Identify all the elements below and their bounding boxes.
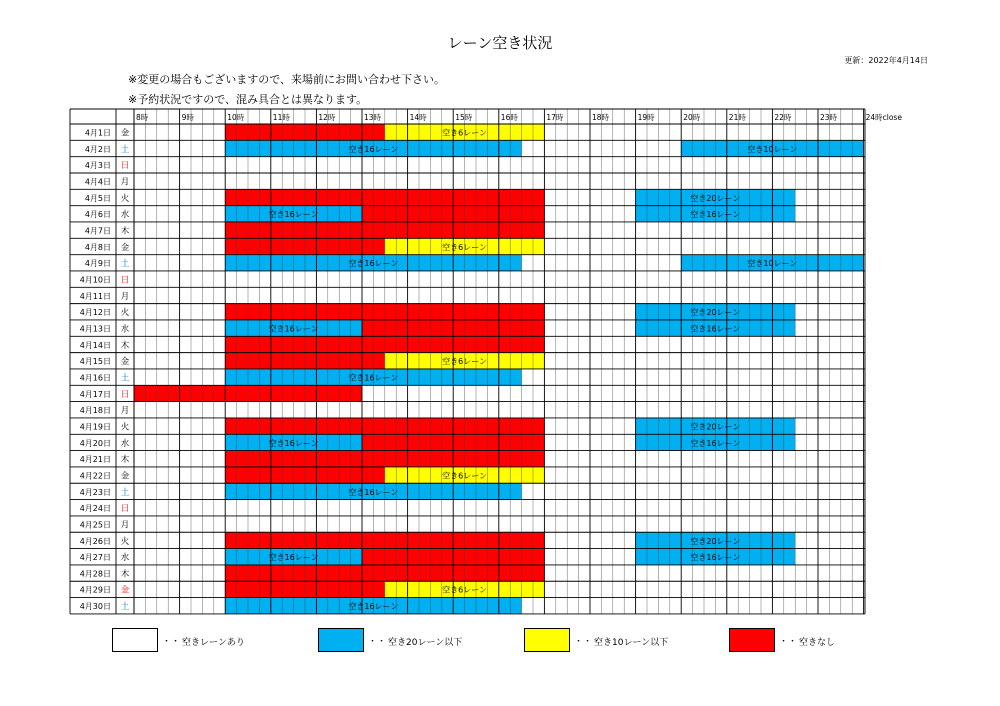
weekday-label: 土 <box>120 373 130 384</box>
date-label: 4月12日 <box>79 308 111 318</box>
weekday-label: 木 <box>120 569 130 580</box>
weekday-label: 月 <box>120 177 130 188</box>
bar-label: 空き6レーン <box>442 357 488 367</box>
weekday-label: 火 <box>120 536 130 547</box>
legend-label: 空き20レーン以下 <box>388 638 463 648</box>
bar-label: 空き16レーン <box>348 487 399 497</box>
hour-label: 8時 <box>136 113 149 122</box>
bar-label: 空き6レーン <box>442 242 488 252</box>
notice-change: ※変更の場合もございますので、来場前にお問い合わせ下さい。 <box>128 73 445 86</box>
bar-label: 空き20レーン <box>690 193 741 203</box>
weekday-label: 金 <box>120 585 130 596</box>
legend-dots: ・・・ <box>368 637 396 647</box>
date-label: 4月8日 <box>84 242 111 252</box>
bar-label: 空き10レーン <box>747 259 798 269</box>
bar-label: 空き20レーン <box>690 422 741 432</box>
hour-label: 21時 <box>728 113 746 122</box>
date-label: 4月18日 <box>79 406 111 416</box>
bar-label: 空き16レーン <box>268 324 319 334</box>
date-label: 4月29日 <box>79 585 111 595</box>
weekday-label: 土 <box>120 259 130 270</box>
legend-dots: ・・・ <box>574 637 602 647</box>
date-label: 4月4日 <box>84 177 111 187</box>
weekday-label: 土 <box>120 144 130 155</box>
weekday-label: 月 <box>120 291 130 302</box>
weekday-label: 金 <box>120 357 130 368</box>
hour-label: 14時 <box>409 113 427 122</box>
bar-label: 空き16レーン <box>348 373 399 383</box>
bar-label: 空き16レーン <box>690 210 741 220</box>
date-label: 4月11日 <box>79 291 111 301</box>
hour-label: 23時 <box>820 113 838 122</box>
bar-label: 空き16レーン <box>690 438 741 448</box>
hour-label: 10時 <box>227 113 245 122</box>
weekday-label: 木 <box>120 340 130 351</box>
hour-label: 17時 <box>546 113 564 122</box>
weekday-label: 木 <box>120 455 130 466</box>
hour-label: 11時 <box>272 113 290 122</box>
legend-dots: ・・・ <box>779 637 807 647</box>
legend-label: 空き10レーン以下 <box>594 638 669 648</box>
bar-label: 空き16レーン <box>268 438 319 448</box>
date-label: 4月1日 <box>84 128 111 138</box>
date-label: 4月23日 <box>79 487 111 497</box>
bar-label: 空き16レーン <box>348 259 399 269</box>
bar-label: 空き16レーン <box>690 553 741 563</box>
weekday-label: 木 <box>120 226 130 237</box>
weekday-label: 金 <box>120 471 130 482</box>
legend-label: 空きなし <box>799 638 836 648</box>
hour-label: 20時 <box>683 113 701 122</box>
weekday-label: 月 <box>120 406 130 417</box>
weekday-label: 土 <box>120 487 130 498</box>
hour-label: 19時 <box>637 113 655 122</box>
weekday-label: 火 <box>120 193 130 204</box>
updated-date: 更新：2022年4月14日 <box>844 56 928 65</box>
date-label: 4月2日 <box>84 144 111 154</box>
weekday-label: 水 <box>120 324 130 335</box>
notice-reservation: ※予約状況ですので、混み具合とは異なります。 <box>128 93 368 106</box>
date-label: 4月13日 <box>79 324 111 334</box>
weekday-label: 水 <box>120 553 130 564</box>
date-label: 4月24日 <box>79 504 111 514</box>
date-label: 4月22日 <box>79 471 111 481</box>
bar-label: 空き6レーン <box>442 128 488 138</box>
bar-label: 空き16レーン <box>690 324 741 334</box>
date-label: 4月15日 <box>79 357 111 367</box>
weekday-label: 日 <box>120 275 130 286</box>
hour-label: 16時 <box>500 113 518 122</box>
legend-swatch-yellow <box>524 628 570 652</box>
bar-label: 空き16レーン <box>348 144 399 154</box>
bar-label: 空き6レーン <box>442 585 488 595</box>
date-label: 4月27日 <box>79 553 111 563</box>
hour-label: 22時 <box>774 113 792 122</box>
date-label: 4月26日 <box>79 536 111 546</box>
date-label: 4月6日 <box>84 210 111 220</box>
bar-label: 空き20レーン <box>690 536 741 546</box>
date-label: 4月7日 <box>84 226 111 236</box>
date-label: 4月3日 <box>84 161 111 171</box>
legend-label: 空きレーンあり <box>182 638 245 648</box>
weekday-label: 火 <box>120 308 130 319</box>
page-title: レーン空き状況 <box>447 34 553 52</box>
weekday-label: 日 <box>120 389 130 400</box>
legend-swatch-red <box>729 628 775 652</box>
hour-label: 15時 <box>455 113 473 122</box>
weekday-label: 金 <box>120 242 130 253</box>
weekday-label: 水 <box>120 210 130 221</box>
weekday-label: 日 <box>120 161 130 172</box>
weekday-label: 日 <box>120 504 130 515</box>
legend-swatch-blue <box>318 628 364 652</box>
hour-label: 24時close <box>865 113 902 122</box>
date-label: 4月14日 <box>79 340 111 350</box>
hour-label: 18時 <box>592 113 610 122</box>
date-label: 4月25日 <box>79 520 111 530</box>
bar-label: 空き6レーン <box>442 471 488 481</box>
legend-dots: ・・・ <box>162 637 190 647</box>
bar-label: 空き16レーン <box>268 210 319 220</box>
date-label: 4月9日 <box>84 259 111 269</box>
weekday-label: 土 <box>120 602 130 613</box>
date-label: 4月20日 <box>79 438 111 448</box>
date-label: 4月28日 <box>79 569 111 579</box>
date-label: 4月21日 <box>79 455 111 465</box>
weekday-label: 火 <box>120 422 130 433</box>
bar-label: 空き20レーン <box>690 308 741 318</box>
hour-label: 13時 <box>364 113 382 122</box>
date-label: 4月5日 <box>84 193 111 203</box>
weekday-label: 水 <box>120 438 130 449</box>
bar-label: 空き16レーン <box>348 602 399 612</box>
weekday-label: 月 <box>120 520 130 531</box>
date-label: 4月30日 <box>79 602 111 612</box>
date-label: 4月19日 <box>79 422 111 432</box>
bar-label: 空き16レーン <box>268 553 319 563</box>
weekday-label: 金 <box>120 128 130 139</box>
hour-label: 9時 <box>181 113 194 122</box>
bar-label: 空き10レーン <box>747 144 798 154</box>
date-label: 4月17日 <box>79 389 111 399</box>
hour-label: 12時 <box>318 113 336 122</box>
date-label: 4月16日 <box>79 373 111 383</box>
legend-swatch-free <box>112 628 158 652</box>
date-label: 4月10日 <box>79 275 111 285</box>
